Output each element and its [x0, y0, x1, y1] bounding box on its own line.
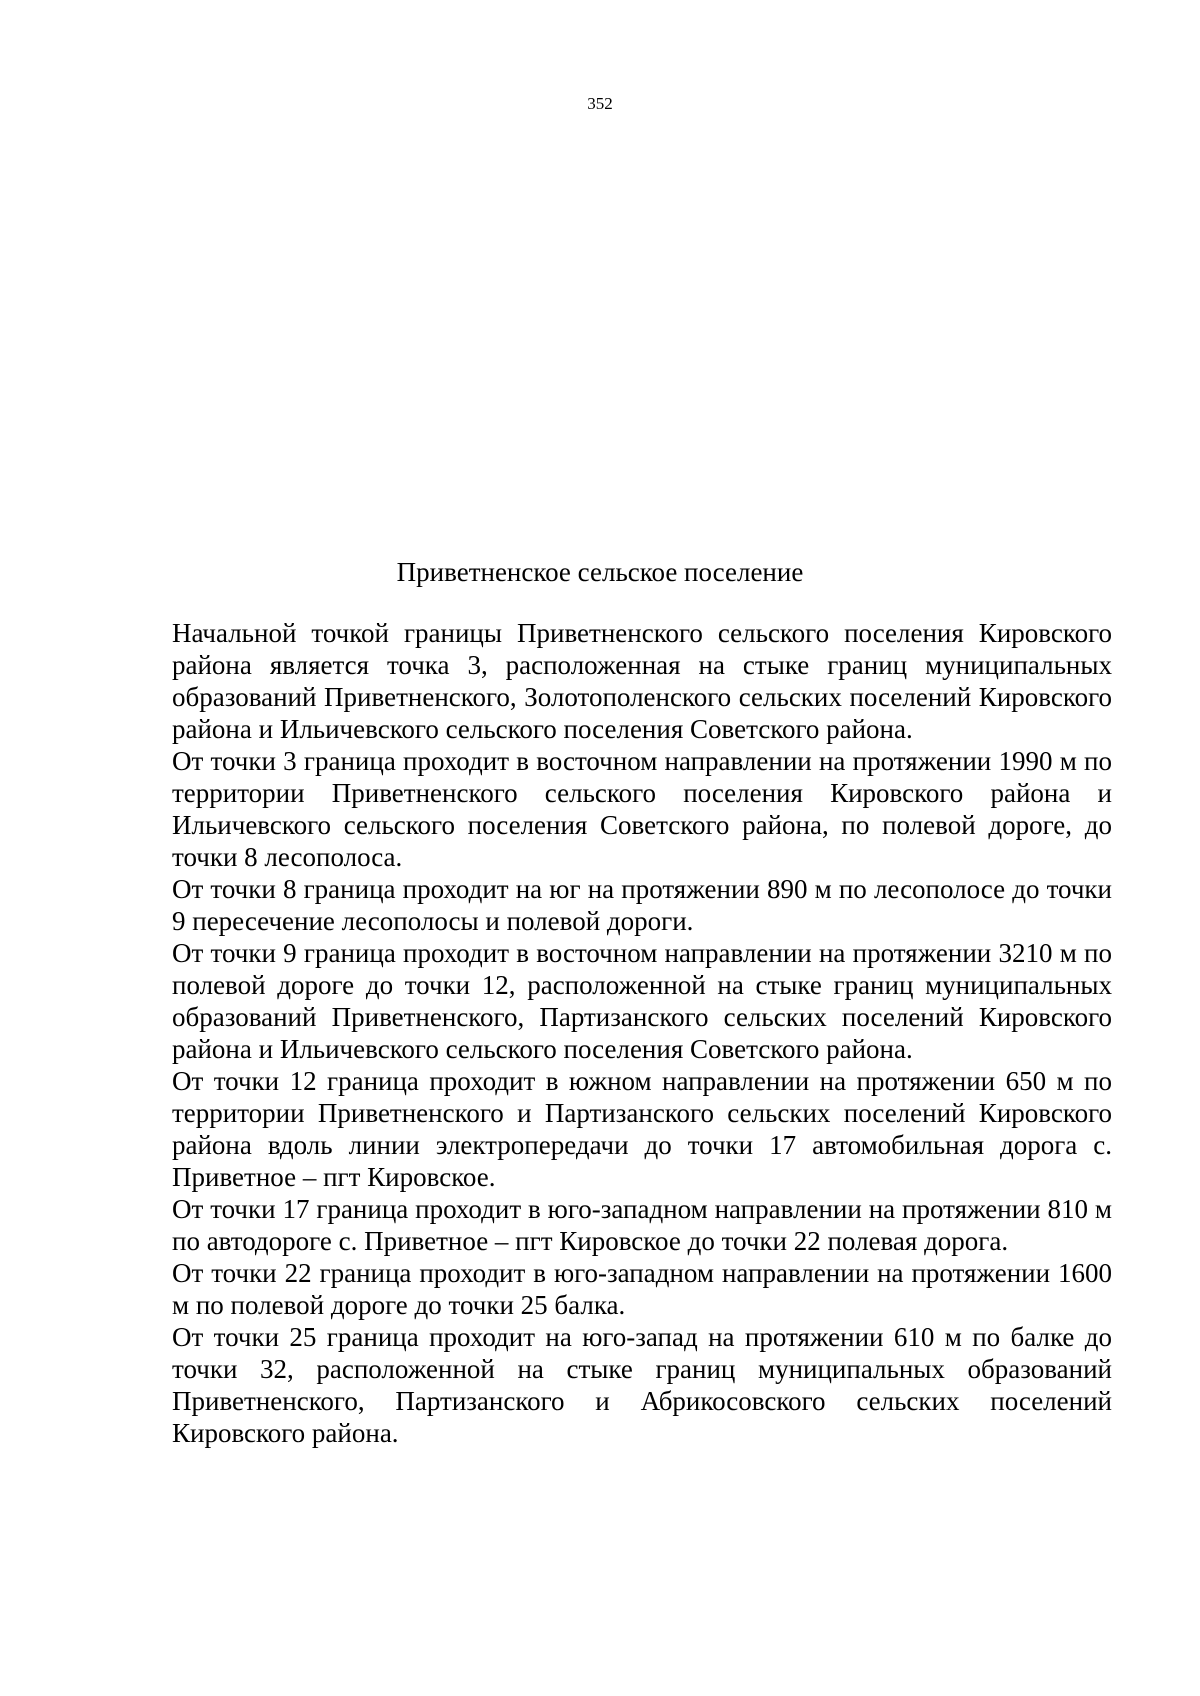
- paragraph-7: От точки 22 граница проходит в юго-западном направлении на протяжении 1600 м по полевой дороге до точки 25 балка.: [172, 1258, 1112, 1320]
- section-title: Приветненское сельское поселение: [396, 557, 804, 587]
- paragraph-1: Начальной точкой границы Приветненского сельского поселения Кировского района является точка 3, расположенная на стыке границ муниципальных образований Приветненского, Золотополенского сельских поселений Кировского района и Ильичевского сельского поселения Советского района.: [172, 618, 1112, 744]
- paragraph-3: От точки 8 граница проходит на юг на протяжении 890 м по лесополосе до точки 9 пересечение лесополосы и полевой дороги.: [172, 874, 1112, 936]
- document-body: [172, 617, 1112, 1449]
- page-number: 352: [587, 94, 613, 113]
- paragraph-6: От точки 17 граница проходит в юго-западном направлении на протяжении 810 м по автодороге с. Приветное – пгт Кировское до точки 22 полевая дорога.: [172, 1194, 1112, 1256]
- paragraph-2: От точки 3 граница проходит в восточном направлении на протяжении 1990 м по территории Приветненского сельского поселения Кировского района и Ильичевского сельского поселения Советского района, по полевой дороге, до точки 8 лесополоса.: [172, 746, 1112, 872]
- paragraph-5: От точки 12 граница проходит в южном направлении на протяжении 650 м по территории Приветненского и Партизанского сельских поселений Кировского района вдоль линии электропередачи до точки 17 автомобильная дорога с. Приветное – пгт Кировское.: [172, 1066, 1112, 1192]
- paragraph-4: От точки 9 граница проходит в восточном направлении на протяжении 3210 м по полевой дороге до точки 12, расположенной на стыке границ муниципальных образований Приветненского, Партизанского сельских поселений Кировского района и Ильичевского сельского поселения Советского района.: [172, 938, 1112, 1064]
- paragraph-8: От точки 25 граница проходит на юго-запад на протяжении 610 м по балке до точки 32, расположенной на стыке границ муниципальных образований Приветненского, Партизанского и Абрикосовского сельских поселений Кировского района.: [172, 1322, 1112, 1448]
